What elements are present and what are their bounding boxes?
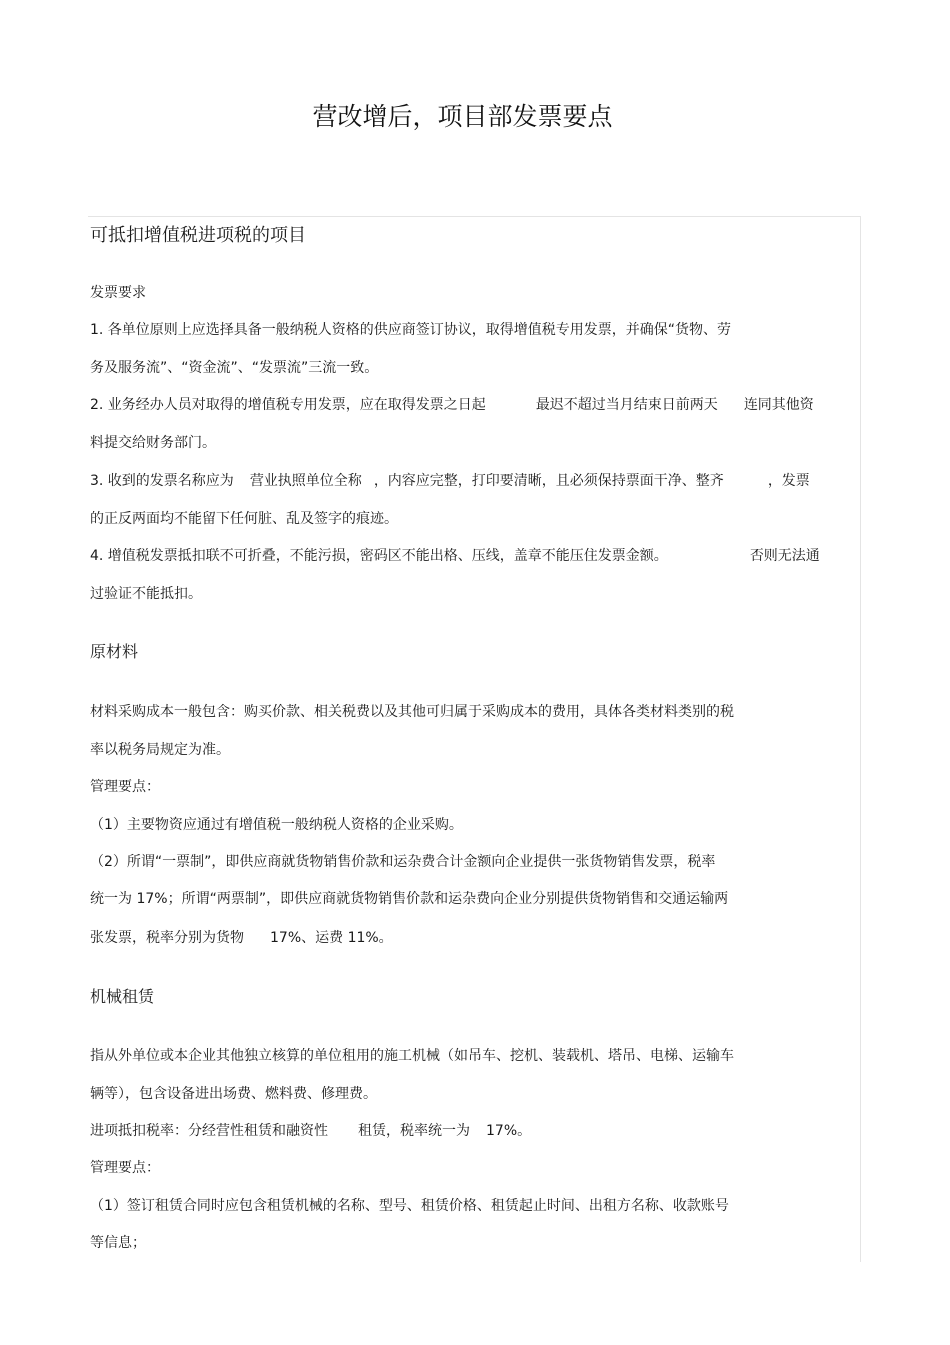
machinery-line-2: 辆等），包含设备进出场费、燃料费、修理费。 xyxy=(90,1086,377,1102)
invoice-line-3 xyxy=(90,395,814,415)
invoice-line-5-part-a: 3. 收到的发票名称应为 xyxy=(90,473,234,489)
machinery-heading: 机械租赁 xyxy=(90,987,155,1006)
invoice-line-6: 的正反两面均不能留下任何脏、乱及签字的痕迹。 xyxy=(90,511,398,527)
machinery-mgmt-heading: 管理要点： xyxy=(90,1160,160,1176)
invoice-line-7 xyxy=(90,546,820,566)
invoice-line-7-part-b: 否则无法通 xyxy=(749,548,820,564)
machinery-line-1: 指从外单位或本企业其他独立核算的单位租用的施工机械（如吊车、挖机、装载机、塔吊、电梯、运输车 xyxy=(90,1048,734,1064)
invoice-line-5-part-c: ，内容应完整，打印要清晰，且必须保持票面干净、整齐 xyxy=(373,473,724,489)
materials-point-2-line-3-part-a: 张发票，税率分别为货物 xyxy=(90,930,244,946)
materials-line-2: 率以税务局规定为准。 xyxy=(90,742,230,758)
machinery-point-1-line-1: （1）签订租赁合同时应包含租赁机械的名称、型号、租赁价格、租赁起止时间、出租方名称、收款账号 xyxy=(90,1198,729,1214)
machinery-line-3 xyxy=(90,1121,531,1141)
invoice-line-2: 务及服务流”、“资金流”、“发票流”三流一致。 xyxy=(90,360,379,376)
materials-point-2-line-3-part-b: 17%、运费 11%。 xyxy=(270,930,393,946)
invoice-line-3-part-b: 最迟不超过当月结束日前两天 xyxy=(535,397,718,413)
materials-heading: 原材料 xyxy=(90,642,139,661)
machinery-line-3-part-a: 进项抵扣税率：分经营性租赁和融资性 xyxy=(90,1123,328,1139)
invoice-line-3-part-c: 连同其他资 xyxy=(743,397,814,413)
section-title: 可抵扣增值税进项税的项目 xyxy=(90,225,306,246)
invoice-heading: 发票要求 xyxy=(90,285,146,301)
invoice-line-5-part-d: ，发票 xyxy=(767,473,810,489)
invoice-line-1: 1. 各单位原则上应选择具备一般纳税人资格的供应商签订协议，取得增值税专用发票，并确保“货物、劳 xyxy=(90,322,732,338)
invoice-line-5-part-b: 营业执照单位全称 xyxy=(249,473,362,489)
materials-point-2-line-2: 统一为 17%；所谓“两票制”，即供应商就货物销售价款和运杂费向企业分别提供货物销售和交通运输两 xyxy=(90,891,729,907)
materials-line-1: 材料采购成本一般包含：购买价款、相关税费以及其他可归属于采购成本的费用，具体各类材料类别的税 xyxy=(90,704,734,720)
machinery-line-3-part-c: 17%。 xyxy=(486,1123,532,1139)
materials-point-1: （1）主要物资应通过有增值税一般纳税人资格的企业采购。 xyxy=(90,817,463,833)
materials-mgmt-heading: 管理要点： xyxy=(90,779,160,795)
invoice-line-8: 过验证不能抵扣。 xyxy=(90,586,202,602)
invoice-line-5 xyxy=(90,471,810,491)
invoice-line-3-part-a: 2. 业务经办人员对取得的增值税专用发票，应在取得发票之日起 xyxy=(90,397,486,413)
invoice-line-7-part-a: 4. 增值税发票抵扣联不可折叠，不能污损，密码区不能出格、压线，盖章不能压住发票金额。 xyxy=(90,548,668,564)
materials-point-2-line-3 xyxy=(90,928,393,948)
machinery-point-1-line-2: 等信息； xyxy=(90,1235,146,1251)
materials-point-2-line-1: （2）所谓“一票制”，即供应商就货物销售价款和运杂费合计金额向企业提供一张货物销售发票，税率 xyxy=(90,854,716,870)
machinery-line-3-part-b: 租赁，税率统一为 xyxy=(358,1123,470,1139)
invoice-line-4: 料提交给财务部门。 xyxy=(90,435,216,451)
page-title: 营改增后，项目部发票要点 xyxy=(312,102,613,131)
